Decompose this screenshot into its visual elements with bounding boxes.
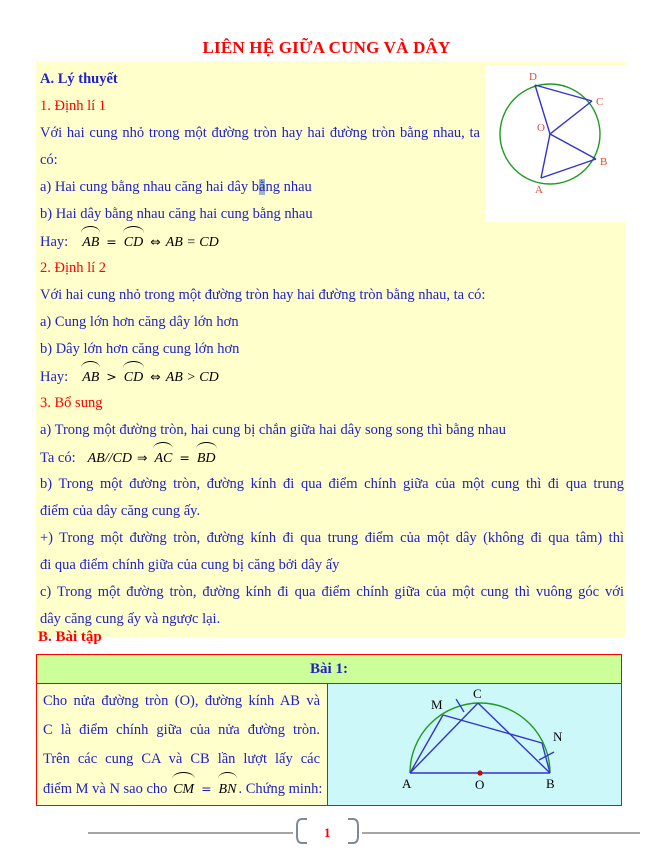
theorem1-item-b: b) Hai dây bằng nhau căng hai cung bằng nhau: [40, 206, 313, 222]
theorem1-intro-line1: Với hai cung nhỏ trong một đường tròn hay hai đường tròn bằng nhau, ta: [40, 125, 480, 141]
section-a-heading: A. Lý thuyết: [40, 71, 118, 87]
math-operator: =: [179, 450, 190, 465]
supplement-item-c-line2: dây căng cung ấy và ngược lại.: [40, 611, 221, 627]
supplement-item-b-line2: điểm của dây căng cung ấy.: [40, 503, 201, 519]
theorem1-heading: 1. Định lí 1: [40, 98, 107, 114]
footer-rule-left: [88, 832, 293, 834]
math-arc-term: CM: [173, 775, 194, 804]
problem-line: Cho nửa đường tròn (O), đường kính AB và: [43, 693, 320, 709]
math-term: AB//CD: [87, 451, 132, 466]
chord-ab: [541, 159, 596, 178]
theorem2-item-b: b) Dây lớn hơn căng cung lớn hơn: [40, 341, 240, 357]
math-term: AB > CD: [165, 370, 219, 385]
theorem2-heading: 2. Định lí 2: [40, 260, 107, 276]
footer-rule-right: [362, 832, 641, 834]
radius-ob: [550, 134, 596, 159]
math-arc-term: CD: [124, 229, 143, 256]
right-bracket-icon: [347, 817, 360, 850]
math-term: AB = CD: [165, 235, 219, 250]
exercise-title: Bài 1:: [37, 655, 621, 684]
problem-line: C là điểm chính giữa của nửa đường tròn.: [43, 722, 320, 738]
problem-line-with-formula: [43, 774, 323, 803]
figure1-label-a: A: [535, 184, 543, 196]
figure2-label-n: N: [553, 729, 563, 744]
text-run: ng nhau: [265, 179, 312, 195]
theorem2-formula-line: [38, 363, 624, 390]
math-operator: =: [106, 234, 117, 249]
math-operator: ⇔: [150, 234, 161, 249]
taco-label: Ta có:: [40, 450, 76, 466]
radius-oa: [541, 134, 550, 178]
math-arc-term: AC: [154, 445, 172, 472]
supplement-item-b-line1: b) Trong một đường tròn, đường kính đi qua điểm chính giữa của một cung thì đi qua trung: [40, 476, 624, 492]
theorem2-intro: Với hai cung nhỏ trong một đường tròn hay hai đường tròn bằng nhau, ta có:: [40, 287, 486, 303]
math-operator: >: [106, 369, 117, 384]
supplement-item-c-line1: c) Trong một đường tròn, đường kính đi qua điểm chính giữa của một cung thì vuông góc với: [40, 584, 624, 600]
supplement-formula-line: [38, 444, 624, 471]
math-arc-term: AB: [82, 364, 99, 391]
supplement-item-plus-line1: +) Trong một đường tròn, đường kính đi qua trung điểm của một dây (không đi qua tâm) thì: [40, 530, 624, 546]
figure2-label-a: A: [402, 776, 412, 791]
section-b-heading: B. Bài tập: [38, 629, 102, 645]
center-point-o: [477, 770, 482, 775]
exercise-table: [36, 654, 622, 806]
selection-highlight: ằ: [259, 179, 266, 195]
theorem2-item-a: a) Cung lớn hơn căng dây lớn hơn: [40, 314, 239, 330]
figure1-label-o: O: [537, 122, 545, 134]
hay-label: Hay:: [40, 234, 69, 250]
figure1-label-c: C: [596, 96, 604, 108]
text-run: . Chứng minh:: [238, 781, 323, 797]
supplement-item-plus-line2: đi qua điểm chính giữa của cung bị căng bởi dây ấy: [40, 557, 340, 573]
exercise-body-row: [37, 684, 621, 805]
text-run: điểm M và N sao cho: [43, 781, 172, 797]
supplement-item-a: a) Trong một đường tròn, hai cung bị chắn giữa hai dây song song thì bằng nhau: [40, 422, 506, 438]
figure2-label-b: B: [546, 776, 555, 791]
math-operator: =: [201, 781, 212, 796]
chord-dc: [535, 85, 592, 101]
circle-diagram: [485, 65, 651, 222]
figure2-label-m: M: [431, 697, 443, 712]
theorem1-formula-line: [38, 228, 624, 255]
chord-cb: [478, 703, 550, 773]
math-arc-term: AB: [82, 229, 99, 256]
semicircle-diagram-svg: [328, 685, 620, 803]
left-bracket-icon: [295, 817, 308, 850]
page-number: 1: [324, 825, 331, 840]
page-title: LIÊN HỆ GIỮA CUNG VÀ DÂY: [202, 38, 451, 57]
figure1-label-d: D: [529, 71, 537, 83]
figure2-label-c: C: [473, 686, 482, 701]
page-footer: [88, 820, 640, 846]
semicircle-diagram-cell: [328, 684, 621, 805]
figure2-label-o: O: [475, 777, 485, 792]
semicircle-arc: [410, 703, 550, 773]
text-run: a) Hai cung bằng nhau căng hai dây b: [40, 179, 260, 195]
math-arc-term: BN: [219, 775, 237, 804]
math-operator: ⇔: [150, 369, 161, 384]
hay-label: Hay:: [40, 369, 69, 385]
radius-oc: [550, 101, 592, 134]
theorem1-intro-line2: có:: [40, 152, 58, 168]
circle-diagram-svg: [485, 65, 651, 222]
supplement-heading: 3. Bổ sung: [40, 395, 103, 411]
exercise-problem-text: [37, 684, 328, 805]
chord-mn: [443, 715, 542, 743]
math-arc-term: CD: [124, 364, 143, 391]
math-arc-term: BD: [197, 445, 216, 472]
math-operator: ⇒: [136, 450, 148, 465]
theory-section: [36, 61, 626, 637]
figure1-label-b: B: [600, 156, 608, 168]
problem-line: Trên các cung CA và CB lần lượt lấy các: [43, 751, 320, 767]
